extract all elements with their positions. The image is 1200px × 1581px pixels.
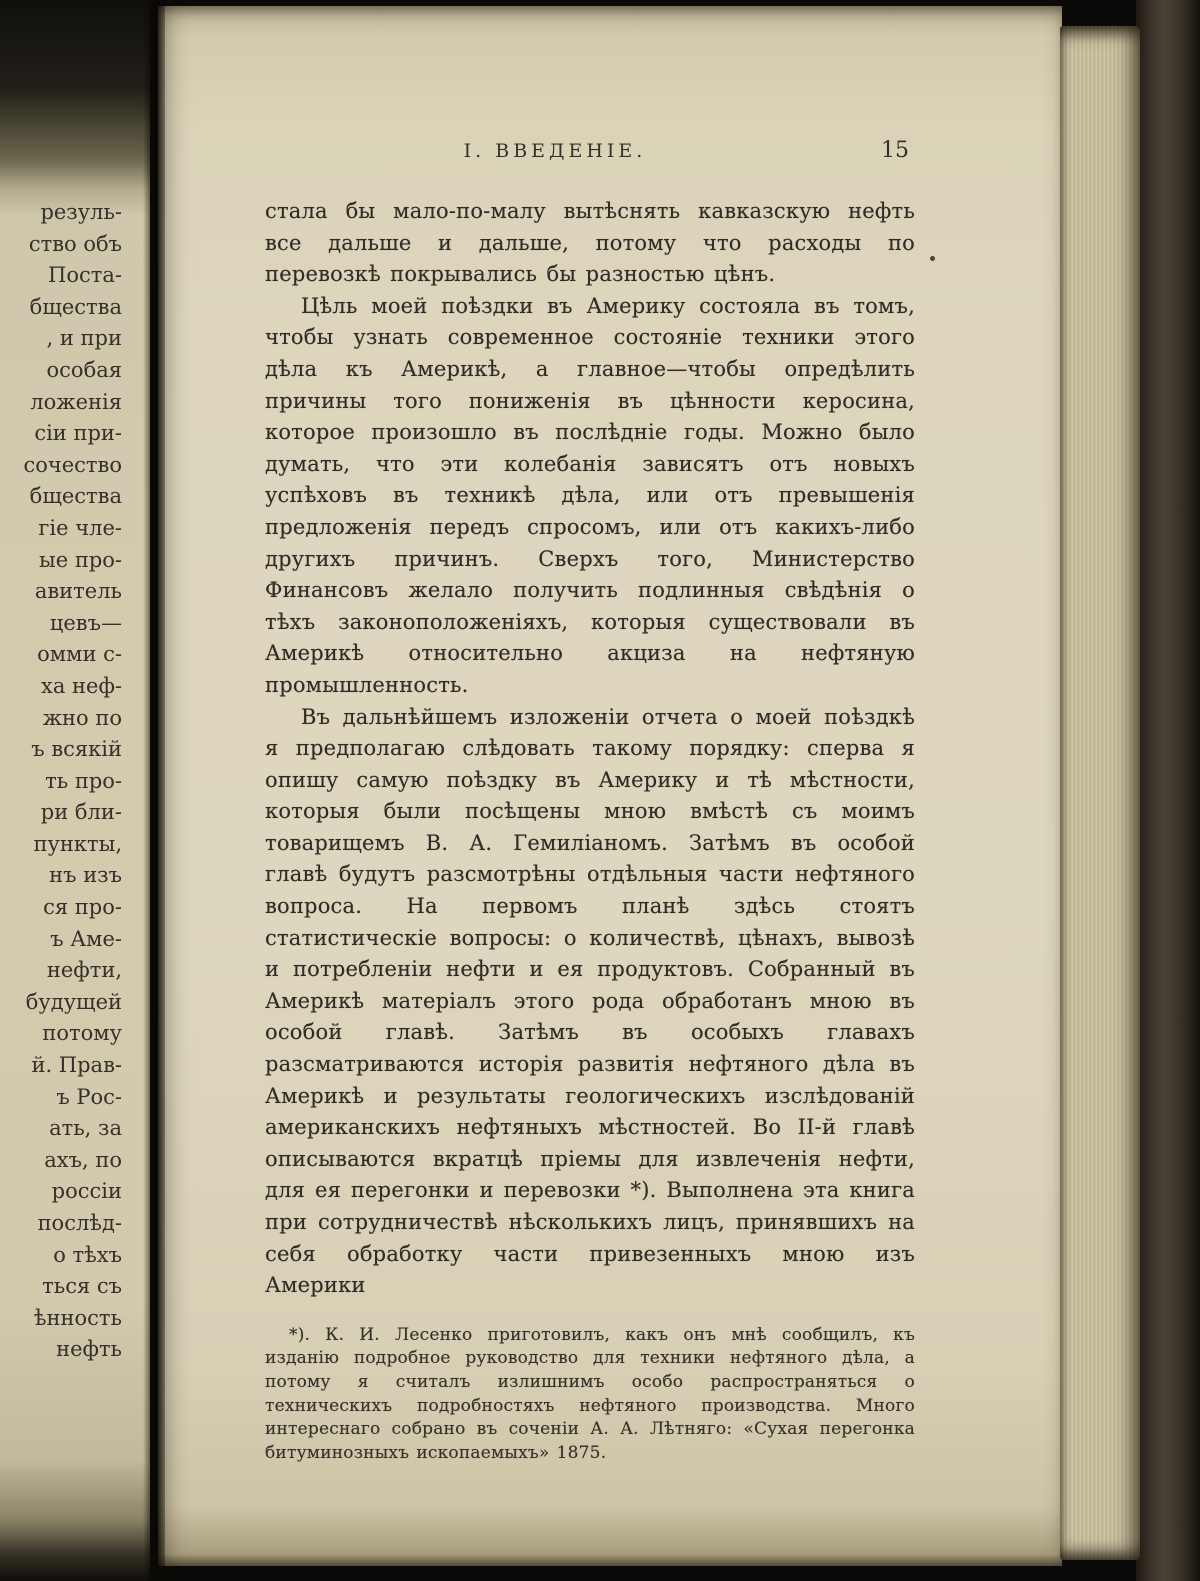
left-page-cut-line: ться съ (42, 1274, 122, 1299)
left-page-cut-line: ся про- (43, 895, 122, 920)
left-page-cut-line: гіе чле- (38, 515, 122, 540)
left-page-cut-line: потому (42, 1021, 122, 1046)
section-title: І. ВВЕДЕНІЕ. (463, 140, 647, 162)
left-page-sliver (0, 0, 150, 1581)
left-page-cut-line: цевъ— (49, 610, 122, 635)
left-page-cut-line: ри бли- (40, 800, 122, 825)
left-page-cut-line: авитель (34, 579, 122, 604)
left-page-cut-line: нефть (56, 1337, 122, 1362)
left-page-cut-line: пункты, (33, 831, 122, 856)
left-page-cut-line: бщества (29, 484, 122, 509)
left-page-cut-line: ство объ (28, 231, 122, 256)
scan-speck (930, 256, 935, 261)
left-page-cut-line: сіи при- (34, 421, 122, 446)
left-page-cut-lines (0, 197, 136, 1366)
left-page-cut-line: ые про- (39, 547, 122, 572)
left-page-cut-line: ложенія (30, 389, 122, 414)
left-page-cut-line: сочество (23, 452, 122, 477)
left-page-cut-line: нефти, (46, 958, 122, 983)
page-number: 15 (881, 138, 909, 163)
left-page-cut-line: нъ изъ (49, 863, 122, 888)
footnote: *). К. И. Лесенко приготовилъ, какъ онъ мнѣ сообщилъ, къ изданію подробное руководство для техники нефтяного дѣла, а потому я считалъ излишнимъ особо распространяться о техническихъ подробностяхъ нефтяного производства. Много интереснаго собрано въ соченіи А. А. Лѣтняго: «Сухая перегонка битуминозныхъ ископаемыхъ» 1875. (265, 1324, 915, 1463)
left-page-cut-line: россіи (51, 1179, 122, 1204)
book-gutter-shadow (143, 0, 165, 1581)
left-page-cut-line: ъ Рос- (56, 1084, 122, 1109)
left-page-cut-line: омми с- (37, 642, 122, 667)
book-cover-right (1136, 0, 1200, 1581)
book-page (158, 6, 1062, 1566)
paragraph: Въ дальнѣйшемъ изложеніи отчета о моей поѣздкѣ я предполагаю слѣдовать такому порядку: сперва я опишу самую поѣздку въ Америку и тѣ мѣстности, которыя были посѣщены мною вмѣстѣ съ моимъ товарищемъ В. А. Гемиліаномъ. Затѣмъ въ особой главѣ будутъ разсмотрѣны отдѣльныя части нефтяного вопроса. На первомъ планѣ здѣсь стоятъ статистическіе вопросы: о количествѣ, цѣнахъ, вывозѣ и потребленіи нефти и ея продуктовъ. Собранный въ Америкѣ матеріалъ этого рода обработанъ мною въ особой главѣ. Затѣмъ въ особыхъ главахъ разсматриваются исторія развитія нефтяного дѣла въ Америкѣ и результаты геологическихъ изслѣдованій американскихъ нефтяныхъ мѣстностей. Во ІІ-й главѣ описываются вкратцѣ пріемы для извлеченія нефти, для ея перегонки и перевозки *). Выполнена эта книга при сотрудничествѣ нѣсколькихъ лицъ, принявшихъ на себя обработку части привезенныхъ мною изъ Америки (265, 704, 915, 1298)
left-page-cut-line: Поста- (48, 263, 122, 288)
left-page-cut-line: резуль- (40, 200, 122, 224)
left-page-cut-line: послѣд- (37, 1211, 122, 1235)
left-page-cut-line: ть про- (45, 768, 122, 793)
left-page-cut-line: ать, за (49, 1116, 122, 1141)
left-page-cut-line: ха неф- (41, 673, 122, 698)
paragraph: стала бы мало-по-малу вытѣснять кавказскую нефть все дальше и дальше, потому что расходы по перевозкѣ покрывались бы разностью цѣнъ. (265, 199, 915, 287)
left-page-cut-line: о тѣхъ (53, 1242, 122, 1267)
left-page-cut-line: ѣнность (33, 1305, 122, 1330)
left-page-cut-line: бщества (29, 294, 122, 319)
left-page-cut-line: ахъ, по (44, 1147, 122, 1172)
left-page-cut-line: й. Прав- (31, 1053, 122, 1078)
body-text (265, 196, 915, 1465)
left-page-cut-line: ъ Аме- (50, 926, 122, 951)
left-page-cut-line: жно по (42, 705, 122, 730)
paragraph: Цѣль моей поѣздки въ Америку состояла въ томъ, чтобы узнать современное состояніе техники этого дѣла къ Америкѣ, а главное—чтобы опредѣлить причины того пониженія въ цѣнности керосина, которое произошло въ послѣдніе годы. Можно было думать, что эти колебанія зависятъ отъ новыхъ успѣховъ въ техникѣ дѣла, или отъ превышенія предложенія передъ спросомъ, или отъ какихъ-либо другихъ причинъ. Сверхъ того, Министерство Финансовъ желало получить подлинныя свѣдѣнія о тѣхъ законоположеніяхъ, которыя существовали въ Америкѣ относительно акциза на нефтяную промышленность. (265, 293, 915, 697)
left-page-cut-line: будущей (25, 989, 122, 1014)
left-page-cut-line: особая (46, 357, 122, 382)
left-page-cut-line: , и при (46, 326, 122, 351)
page-edge-stack (1060, 26, 1140, 1560)
left-page-cut-line: ъ всякій (31, 737, 122, 762)
page-header (265, 140, 915, 170)
